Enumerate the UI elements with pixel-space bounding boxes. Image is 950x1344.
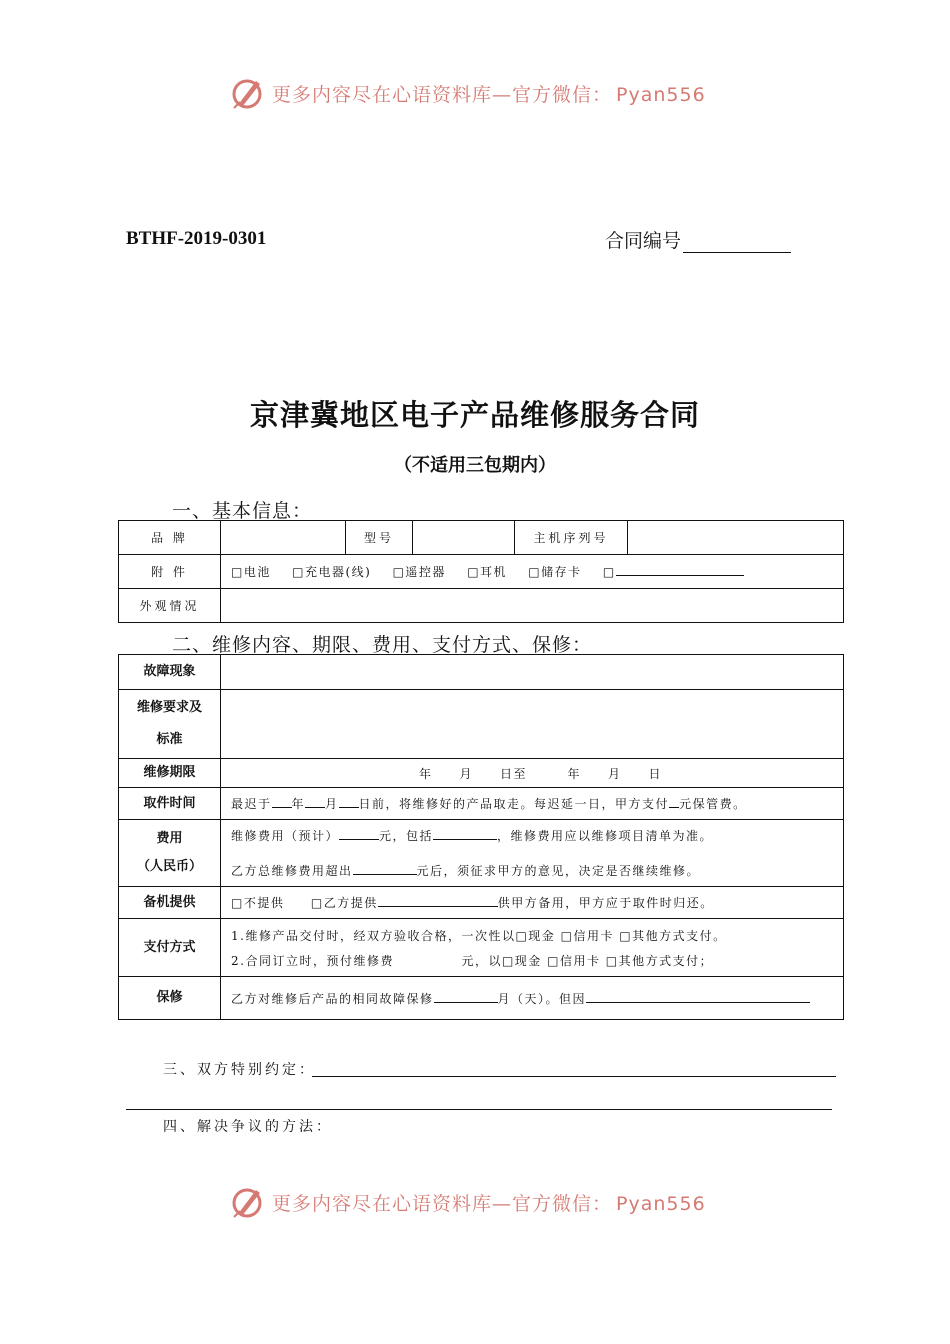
page-subtitle: （不适用三包期内） [394,455,556,476]
pickup-part5: 元保管费。 [679,797,747,811]
pickup-part2: 年 [291,797,306,811]
fee-line1-b: 元，包括 [379,829,434,843]
period-field[interactable]: 年 月 日至 年 月 日 [221,759,844,788]
requirement-label-line1: 维修要求及 [136,700,202,716]
brand-label: 品 牌 [119,521,221,555]
requirement-label-line2: 标准 [156,732,183,747]
basic-info-table [118,520,844,623]
warranty-text-a: 乙方对维修后产品的相同故障保修 [231,991,434,1006]
section3-heading: 三、双方特别约定： [163,1062,316,1078]
section2-heading: 二、维修内容、期限、费用、支付方式、保修： [172,634,593,656]
contract-number-label: 合同编号 [605,230,682,252]
document-code: BTHF-2019-0301 [126,228,267,249]
accessories-options [221,555,844,589]
pickup-day-field[interactable] [339,795,359,808]
pickup-year-field[interactable] [272,795,292,808]
fee-line1-a: 维修费用（预计） [231,829,340,843]
watermark-top [230,73,730,113]
accessory-earphone[interactable]: □耳机 [467,565,508,579]
payment-line1: 1.维修产品交付时，经双方验收合格，一次性以□现金 □信用卡 □其他方式支付。 [231,928,727,943]
fee-line1-c: ，维修费用应以维修项目清单为准。 [497,829,714,843]
accessory-battery[interactable]: □电池 [231,565,271,579]
backup-text [221,887,844,919]
pickup-part3: 月 [325,797,339,811]
warranty-exception-field[interactable] [586,990,810,1003]
fee-limit-field[interactable] [353,862,417,875]
appearance-field[interactable] [221,589,844,623]
section1-heading: 一、基本信息： [172,500,313,522]
watermark-bottom [230,1182,730,1222]
fault-label: 故障现象 [119,655,221,690]
accessory-other-field[interactable] [616,563,744,576]
payment-label: 支付方式 [119,919,221,977]
warranty-text-b: 月（天）。但因 [497,991,587,1006]
backup-text-c: 供甲方备用，甲方应于取件时归还。 [497,896,714,910]
pickup-part4: 日前，将维修好的产品取走。每迟延一日，甲方支付 [358,797,670,811]
special-agreement-line[interactable] [312,1076,836,1077]
fee-label-line2: （人民币） [136,859,202,874]
backup-provided-option[interactable]: □乙方提供 [310,896,378,910]
watermark-wechat: Pyan556 [616,83,706,106]
model-field[interactable] [413,521,515,555]
accessory-other[interactable]: □ [602,565,616,579]
contract-number [605,226,791,253]
serial-label: 主机序列号 [515,521,628,555]
warranty-period-field[interactable] [434,990,498,1003]
quill-logo-icon [230,1184,266,1220]
fee-line1 [231,827,843,844]
requirement-label [119,690,221,759]
page-title: 京津冀地区电子产品维修服务合同 [249,398,700,432]
pickup-part1: 最迟于 [231,797,272,811]
watermark-wechat: Pyan556 [616,1192,706,1215]
appearance-label: 外观情况 [119,589,221,623]
fee-label-line1: 费用 [156,831,183,847]
period-label: 维修期限 [119,759,221,788]
service-table [118,654,844,1020]
requirement-field[interactable] [221,690,844,759]
accessory-memory-card[interactable]: □储存卡 [528,565,582,579]
accessory-remote[interactable]: □遥控器 [392,565,446,579]
brand-field[interactable] [221,521,346,555]
fee-line2 [231,862,843,879]
backup-device-field[interactable] [378,894,498,907]
pickup-label: 取件时间 [119,788,221,820]
watermark-text: 更多内容尽在心语资料库—官方微信： Pyan556 [272,1192,706,1215]
watermark-text: 更多内容尽在心语资料库—官方微信： Pyan556 [272,83,706,106]
fee-text [221,820,844,887]
quill-logo-icon [230,75,266,111]
estimated-fee-field[interactable] [339,827,379,840]
fee-label [119,820,221,887]
contract-number-field[interactable] [683,232,791,253]
payment-line2: 2.合同订立时，预付维修费 元，以□现金 □信用卡 □其他方式支付； [231,953,714,968]
model-label: 型号 [346,521,413,555]
backup-none-option[interactable]: □不提供 [231,896,285,910]
warranty-label: 保修 [119,977,221,1020]
fee-includes-field[interactable] [433,827,497,840]
section4-heading: 四、解决争议的方法： [163,1119,333,1135]
payment-text [221,919,844,977]
fault-field[interactable] [221,655,844,690]
backup-label: 备机提供 [119,887,221,919]
warranty-text [221,977,844,1020]
pickup-month-field[interactable] [305,795,325,808]
pickup-fee-field[interactable] [669,795,679,808]
pickup-text [221,788,844,820]
accessories-label: 附 件 [119,555,221,589]
serial-field[interactable] [628,521,844,555]
accessory-charger[interactable]: □充电器(线) [292,565,372,579]
special-agreement-line-2[interactable] [126,1109,832,1110]
fee-line2-a: 乙方总维修费用超出 [231,864,353,878]
fee-line2-b: 元后，须征求甲方的意见，决定是否继续维修。 [416,864,701,878]
